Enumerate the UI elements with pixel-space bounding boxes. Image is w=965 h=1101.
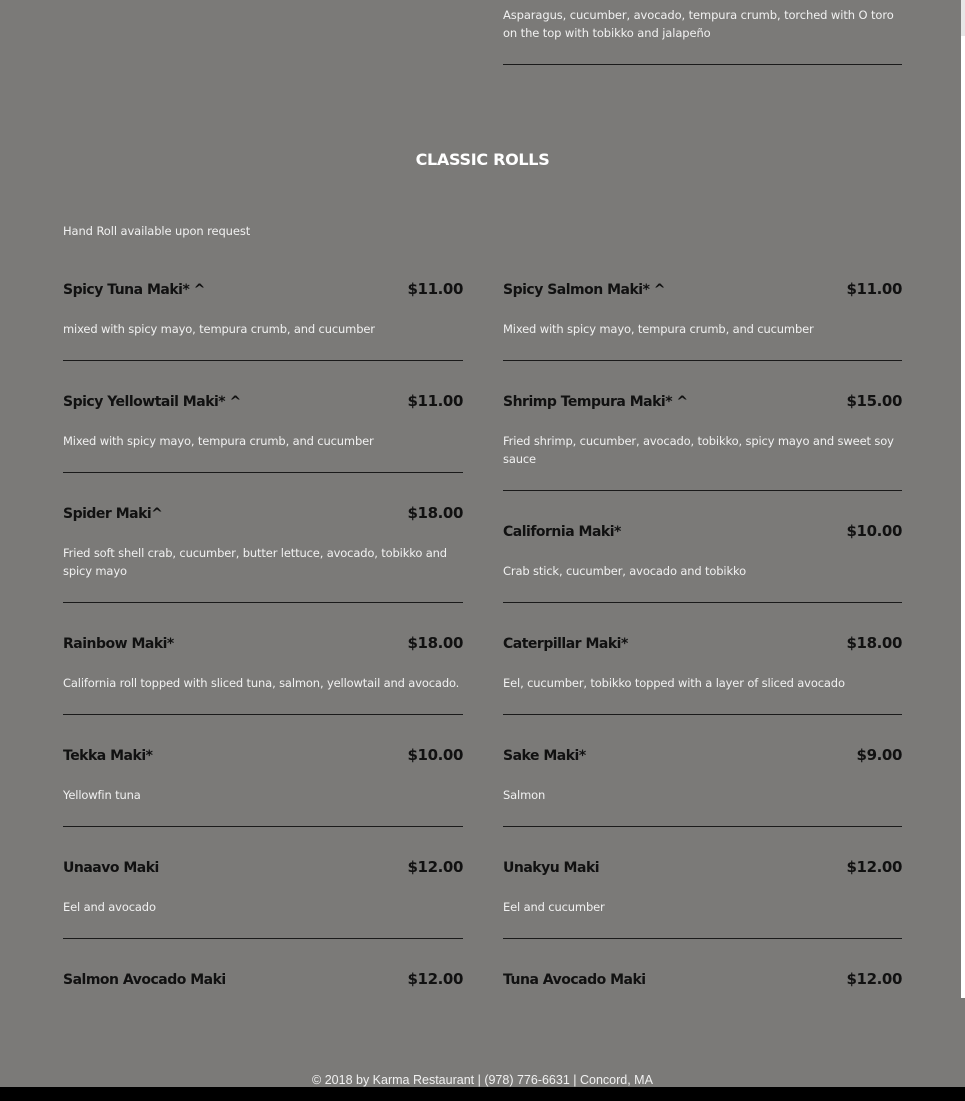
section-title: CLASSIC ROLLS [415, 150, 550, 169]
menu-item [503, 392, 902, 491]
menu-item-price: $10.00 [407, 746, 463, 764]
scrollbar-thumb[interactable] [961, 0, 965, 36]
menu-item-description: Eel, cucumber, tobikko topped with a layer of sliced avocado [503, 676, 845, 690]
divider [63, 360, 463, 361]
menu-item-price: $12.00 [407, 970, 463, 988]
menu-item-name: Rainbow Maki* [63, 636, 174, 652]
menu-item [63, 504, 463, 603]
menu-item-name: Salmon Avocado Maki [63, 972, 226, 988]
divider [503, 490, 902, 491]
menu-item-name: Spicy Tuna Maki* ^ [63, 282, 205, 298]
menu-item-description: Asparagus, cucumber, avocado, tempura crumb, torched with O toro on the top with tobikko and jalapeño [503, 8, 894, 40]
menu-item [503, 858, 902, 939]
previous-menu-item [503, 0, 902, 42]
menu-item-price: $11.00 [407, 392, 463, 410]
menu-item-description: Mixed with spicy mayo, tempura crumb, and cucumber [63, 434, 374, 448]
menu-item-description: mixed with spicy mayo, tempura crumb, and cucumber [63, 322, 375, 336]
footer-copyright: © 2018 by Karma Restaurant | (978) 776-6631 | Concord, MA [312, 1073, 653, 1087]
menu-item-name: Spicy Salmon Maki* ^ [503, 282, 665, 298]
menu-item-name: California Maki* [503, 524, 621, 540]
menu-item-description: California roll topped with sliced tuna, salmon, yellowtail and avocado. [63, 676, 460, 690]
menu-item [63, 746, 463, 827]
menu-item-price: $18.00 [407, 634, 463, 652]
menu-item [503, 280, 902, 361]
menu-item [503, 746, 902, 827]
menu-item-name: Caterpillar Maki* [503, 636, 628, 652]
menu-item-price: $10.00 [846, 522, 902, 540]
menu-column-left [63, 280, 463, 990]
menu-item-name: Unaavo Maki [63, 860, 159, 876]
menu-item-price: $12.00 [407, 858, 463, 876]
menu-item-name: Spider Maki^ [63, 506, 163, 522]
menu-item-description: Eel and cucumber [503, 900, 605, 914]
menu-item-description: Yellowfin tuna [63, 788, 141, 802]
menu-item-name: Tuna Avocado Maki [503, 972, 646, 988]
menu-column-right [503, 280, 902, 990]
section-note: Hand Roll available upon request [63, 224, 251, 238]
menu-item [63, 280, 463, 361]
menu-item-name: Tekka Maki* [63, 748, 153, 764]
divider [503, 602, 902, 603]
divider [503, 360, 902, 361]
divider [63, 938, 463, 939]
menu-item [503, 522, 902, 603]
menu-item-description: Fried shrimp, cucumber, avocado, tobikko, spicy mayo and sweet soy sauce [503, 434, 894, 466]
menu-item-description: Fried soft shell crab, cucumber, butter lettuce, avocado, tobikko and spicy mayo [63, 546, 447, 578]
menu-item-description: Crab stick, cucumber, avocado and tobikko [503, 564, 746, 578]
divider [503, 938, 902, 939]
menu-item-price: $15.00 [846, 392, 902, 410]
menu-item [503, 634, 902, 715]
menu-item-name: Unakyu Maki [503, 860, 600, 876]
menu-item-price: $11.00 [407, 280, 463, 298]
menu-item-description: Mixed with spicy mayo, tempura crumb, and cucumber [503, 322, 814, 336]
divider [63, 602, 463, 603]
menu-item-price: $12.00 [846, 970, 902, 988]
menu-item-price: $12.00 [846, 858, 902, 876]
menu-item-price: $9.00 [856, 746, 902, 764]
footer-bar [0, 1087, 965, 1101]
divider [63, 472, 463, 473]
menu-item [63, 970, 463, 990]
divider [503, 714, 902, 715]
menu-item-description: Eel and avocado [63, 900, 156, 914]
menu-item-name: Shrimp Tempura Maki* ^ [503, 394, 688, 410]
menu-item-price: $11.00 [846, 280, 902, 298]
menu-item-name: Spicy Yellowtail Maki* ^ [63, 394, 241, 410]
menu-item [63, 634, 463, 715]
divider [63, 826, 463, 827]
menu-item-price: $18.00 [846, 634, 902, 652]
menu-item [503, 970, 902, 990]
menu-item-description: Salmon [503, 788, 546, 802]
divider [63, 714, 463, 715]
divider [503, 826, 902, 827]
divider [503, 64, 902, 65]
menu-item-name: Sake Maki* [503, 748, 586, 764]
menu-item-price: $18.00 [407, 504, 463, 522]
menu-item [63, 858, 463, 939]
menu-item [63, 392, 463, 473]
